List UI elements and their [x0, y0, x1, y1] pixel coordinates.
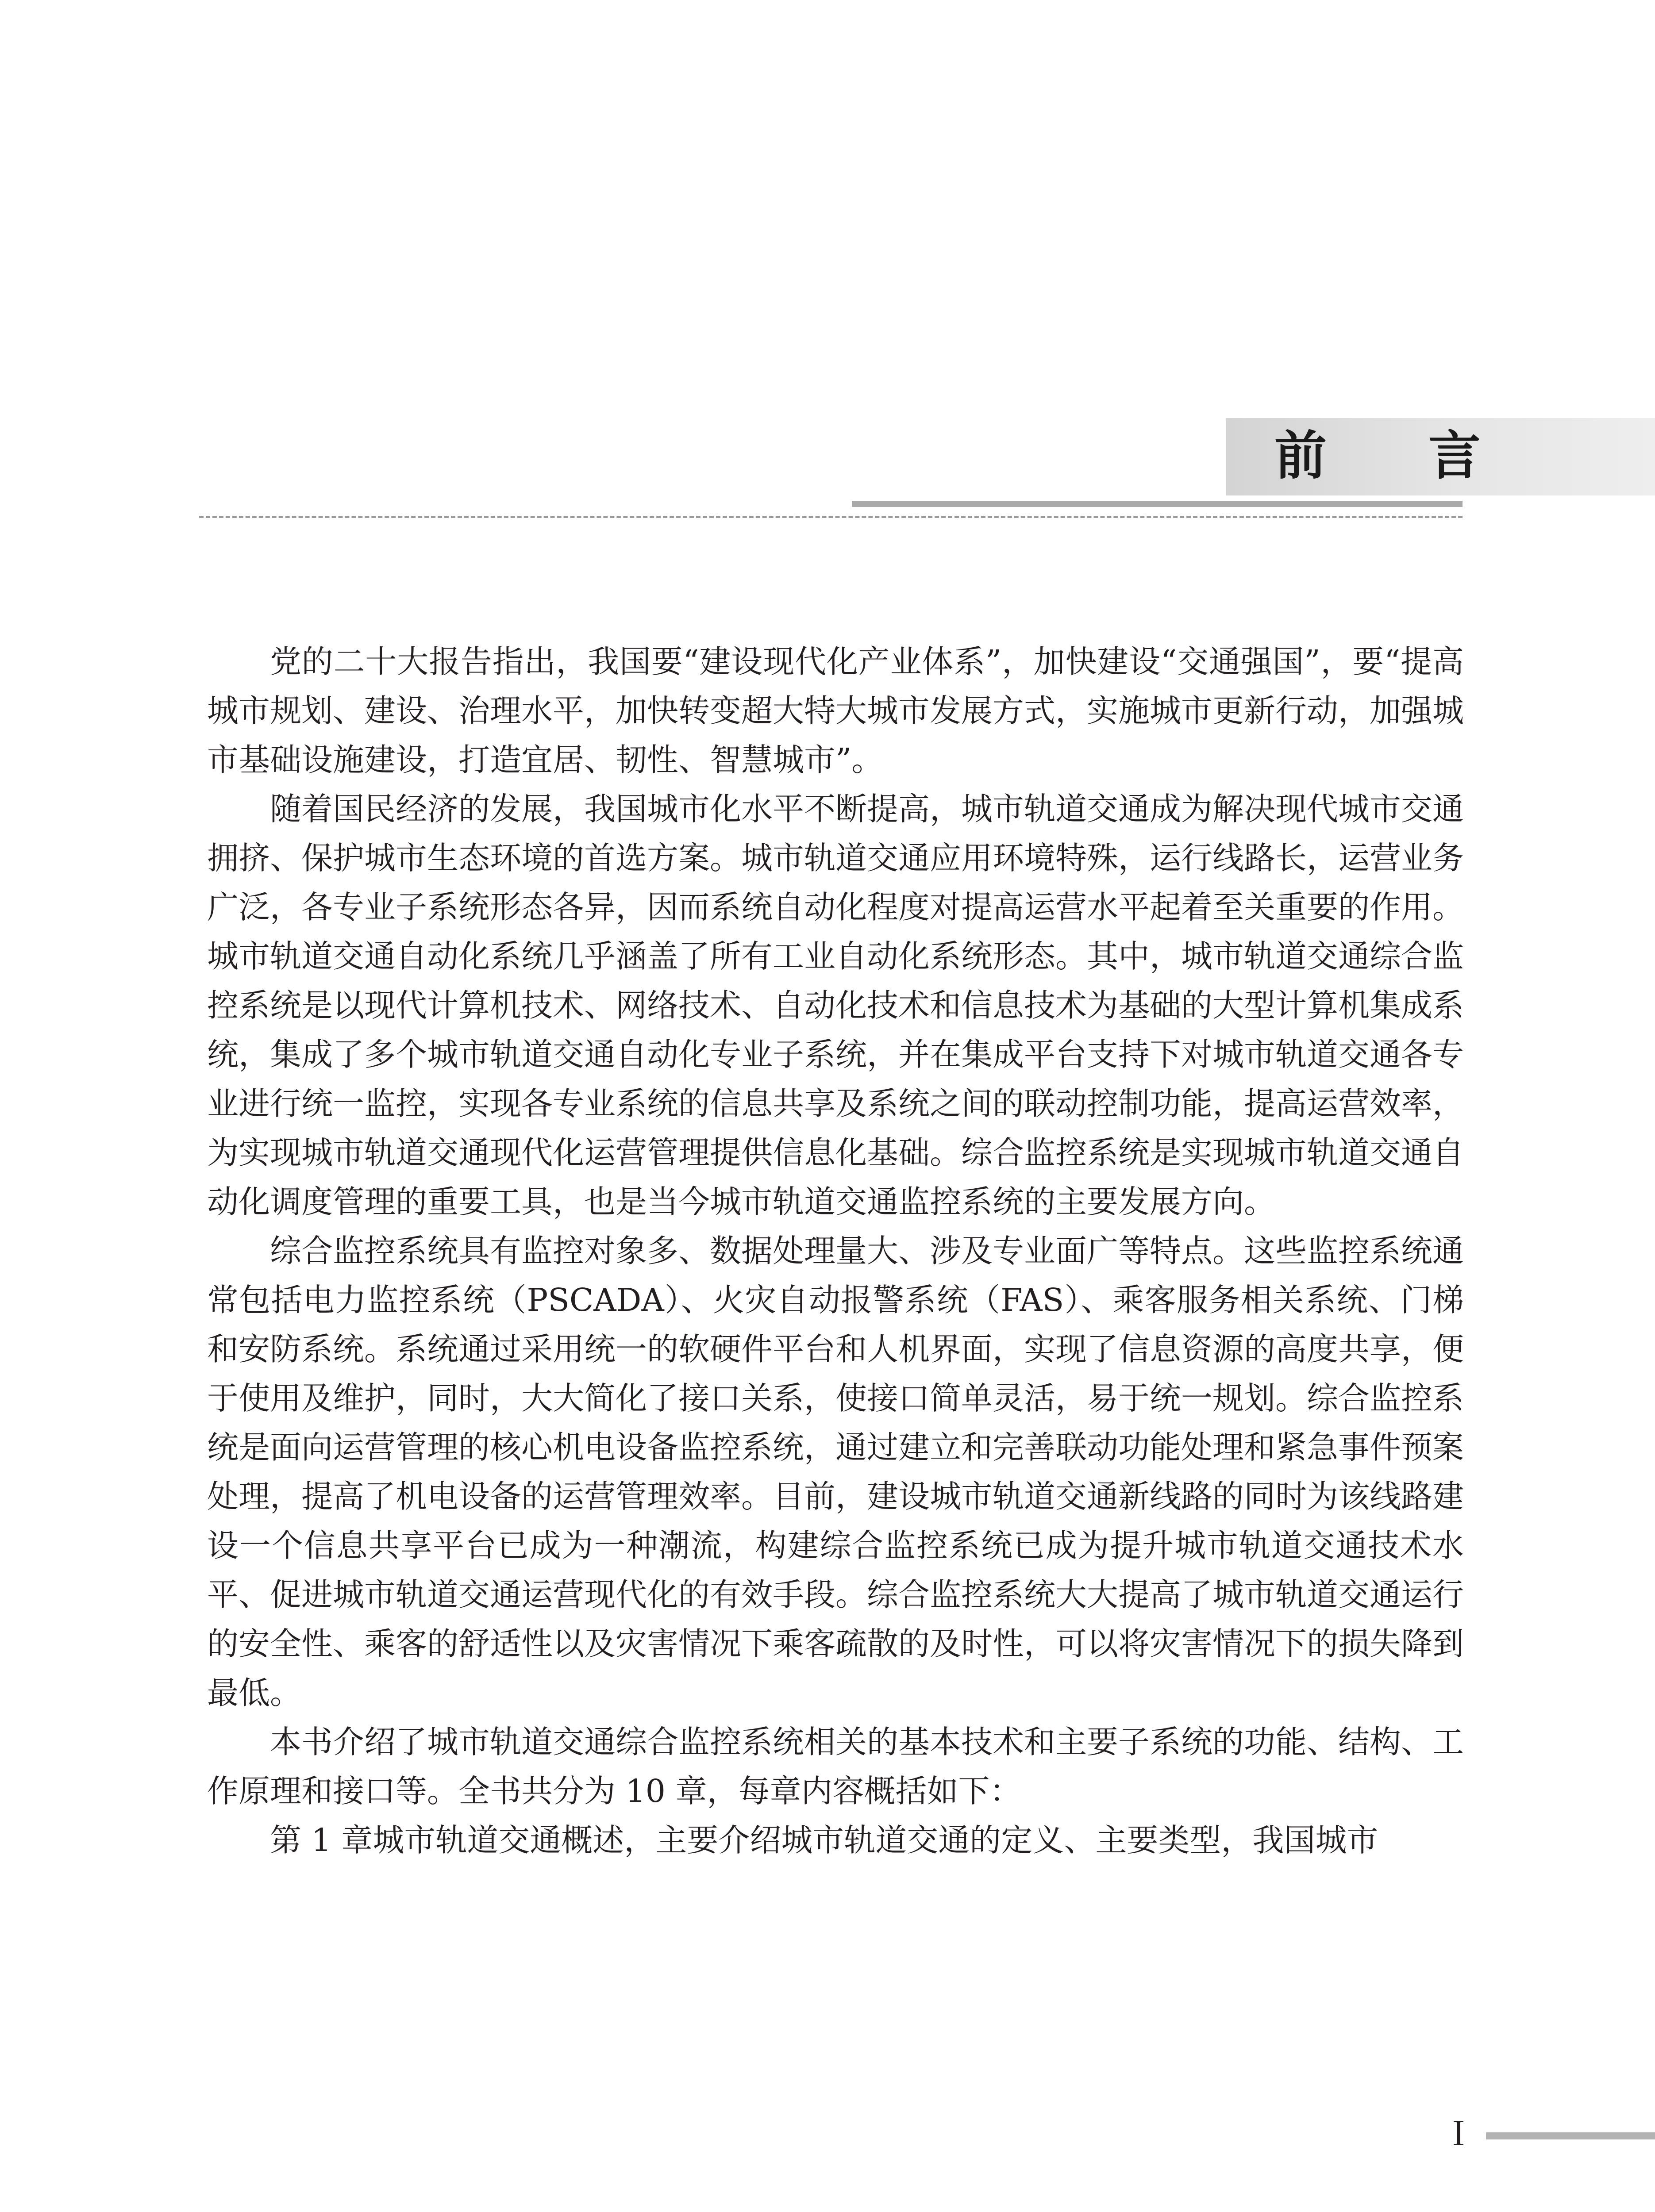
paragraph: 本书介绍了城市轨道交通综合监控系统相关的基本技术和主要子系统的功能、结构、工作原理和接口等。全书共分为 10 章，每章内容概括如下：: [207, 1724, 1464, 1809]
page-title: 前言: [1274, 425, 1583, 486]
paragraph: 党的二十大报告指出，我国要“建设现代化产业体系”，加快建设“交通强国”，要“提高城市规划、建设、治理水平，加快转变超大特大城市发展方式，实施城市更新行动，加强城市基础设施建设，打造宜居、韧性、智慧城市”。: [207, 643, 1464, 778]
paragraph: 随着国民经济的发展，我国城市化水平不断提高，城市轨道交通成为解决现代城市交通拥挤、保护城市生态环境的首选方案。城市轨道交通应用环境特殊，运行线路长，运营业务广泛，各专业子系统形态各异，因而系统自动化程度对提高运营水平起着至关重要的作用。城市轨道交通自动化系统几乎涵盖了所有工业自动化系统形态。其中，城市轨道交通综合监控系统是以现代计算机技术、网络技术、自动化技术和信息技术为基础的大型计算机集成系统，集成了多个城市轨道交通自动化专业子系统，并在集成平台支持下对城市轨道交通各专业进行统一监控，实现各专业系统的信息共享及系统之间的联动控制功能，提高运营效率，为实现城市轨道交通现代化运营管理提供信息化基础。综合监控系统是实现城市轨道交通自动化调度管理的重要工具，也是当今城市轨道交通监控系统的主要发展方向。: [207, 791, 1464, 1220]
body-text: [207, 637, 1464, 1865]
paragraph: 综合监控系统具有监控对象多、数据处理量大、涉及专业面广等特点。这些监控系统通常包括电力监控系统（PSCADA）、火灾自动报警系统（FAS）、乘客服务相关系统、门梯和安防系统。系统通过采用统一的软硬件平台和人机界面，实现了信息资源的高度共享，便于使用及维护，同时，大大简化了接口关系，使接口简单灵活，易于统一规划。综合监控系统是面向运营管理的核心机电设备监控系统，通过建立和完善联动功能处理和紧急事件预案处理，提高了机电设备的运营管理效率。目前，建设城市轨道交通新线路的同时为该线路建设一个信息共享平台已成为一种潮流，构建综合监控系统已成为提升城市轨道交通技术水平、促进城市轨道交通运营现代化的有效手段。综合监控系统大大提高了城市轨道交通运行的安全性、乘客的舒适性以及灾害情况下乘客疏散的及时性，可以将灾害情况下的损失降到最低。: [207, 1233, 1464, 1711]
title-underline: [852, 501, 1463, 507]
page-number-bar: [1486, 2132, 1655, 2139]
paragraph: 第 1 章城市轨道交通概述，主要介绍城市轨道交通的定义、主要类型，我国城市: [270, 1822, 1378, 1859]
page-number: I: [1452, 2112, 1465, 2154]
dashed-divider: [199, 516, 1463, 518]
